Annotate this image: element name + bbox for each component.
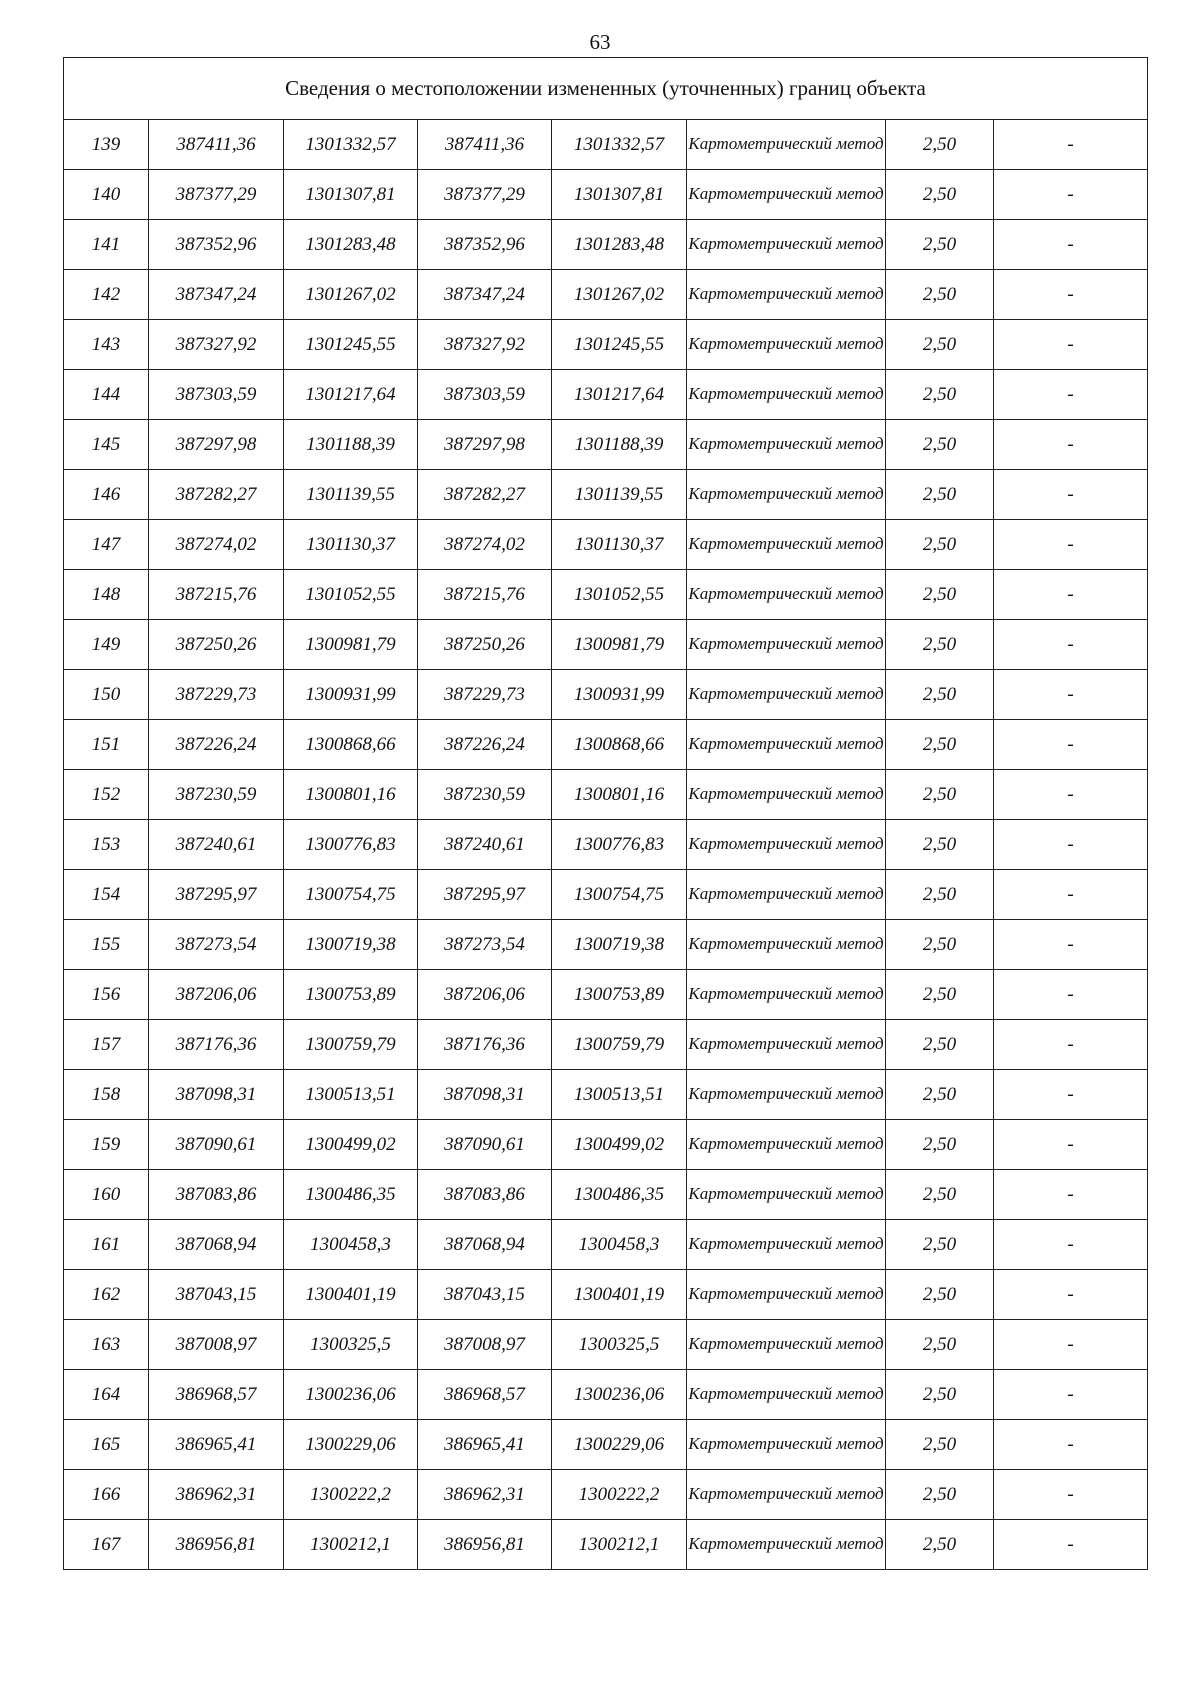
point-number-cell: 158 bbox=[64, 1070, 149, 1120]
method-cell: Картометрический метод bbox=[687, 1320, 886, 1370]
table-row bbox=[64, 1270, 1148, 1320]
method-cell: Картометрический метод bbox=[687, 320, 886, 370]
note-cell: - bbox=[994, 470, 1148, 520]
table-row bbox=[64, 1170, 1148, 1220]
refined-x-cell: 387377,29 bbox=[418, 170, 552, 220]
point-number-cell: 153 bbox=[64, 820, 149, 870]
accuracy-cell: 2,50 bbox=[886, 670, 994, 720]
refined-x-cell: 387282,27 bbox=[418, 470, 552, 520]
refined-x-cell: 387090,61 bbox=[418, 1120, 552, 1170]
existing-y-cell: 1300868,66 bbox=[284, 720, 418, 770]
note-cell: - bbox=[994, 370, 1148, 420]
method-cell: Картометрический метод bbox=[687, 1370, 886, 1420]
table-row bbox=[64, 570, 1148, 620]
method-cell: Картометрический метод bbox=[687, 120, 886, 170]
refined-y-cell: 1300486,35 bbox=[552, 1170, 687, 1220]
existing-x-cell: 387098,31 bbox=[149, 1070, 284, 1120]
existing-y-cell: 1301267,02 bbox=[284, 270, 418, 320]
accuracy-cell: 2,50 bbox=[886, 470, 994, 520]
existing-y-cell: 1300931,99 bbox=[284, 670, 418, 720]
existing-x-cell: 387327,92 bbox=[149, 320, 284, 370]
note-cell: - bbox=[994, 120, 1148, 170]
existing-y-cell: 1301307,81 bbox=[284, 170, 418, 220]
point-number-cell: 150 bbox=[64, 670, 149, 720]
table-row bbox=[64, 1520, 1148, 1570]
existing-x-cell: 387008,97 bbox=[149, 1320, 284, 1370]
existing-x-cell: 387250,26 bbox=[149, 620, 284, 670]
accuracy-cell: 2,50 bbox=[886, 1320, 994, 1370]
refined-x-cell: 387250,26 bbox=[418, 620, 552, 670]
method-cell: Картометрический метод bbox=[687, 1120, 886, 1170]
accuracy-cell: 2,50 bbox=[886, 1170, 994, 1220]
accuracy-cell: 2,50 bbox=[886, 870, 994, 920]
method-cell: Картометрический метод bbox=[687, 220, 886, 270]
refined-y-cell: 1300458,3 bbox=[552, 1220, 687, 1270]
point-number-cell: 144 bbox=[64, 370, 149, 420]
accuracy-cell: 2,50 bbox=[886, 770, 994, 820]
existing-y-cell: 1300325,5 bbox=[284, 1320, 418, 1370]
refined-x-cell: 386956,81 bbox=[418, 1520, 552, 1570]
refined-y-cell: 1301139,55 bbox=[552, 470, 687, 520]
existing-y-cell: 1300401,19 bbox=[284, 1270, 418, 1320]
table-row bbox=[64, 1420, 1148, 1470]
note-cell: - bbox=[994, 1220, 1148, 1270]
point-number-cell: 152 bbox=[64, 770, 149, 820]
boundary-coordinates-table bbox=[63, 57, 1148, 1570]
accuracy-cell: 2,50 bbox=[886, 1120, 994, 1170]
existing-x-cell: 387411,36 bbox=[149, 120, 284, 170]
point-number-cell: 154 bbox=[64, 870, 149, 920]
refined-x-cell: 387176,36 bbox=[418, 1020, 552, 1070]
accuracy-cell: 2,50 bbox=[886, 520, 994, 570]
existing-y-cell: 1300499,02 bbox=[284, 1120, 418, 1170]
point-number-cell: 159 bbox=[64, 1120, 149, 1170]
existing-x-cell: 387295,97 bbox=[149, 870, 284, 920]
accuracy-cell: 2,50 bbox=[886, 420, 994, 470]
refined-x-cell: 387411,36 bbox=[418, 120, 552, 170]
method-cell: Картометрический метод bbox=[687, 370, 886, 420]
existing-x-cell: 387206,06 bbox=[149, 970, 284, 1020]
accuracy-cell: 2,50 bbox=[886, 1070, 994, 1120]
note-cell: - bbox=[994, 870, 1148, 920]
refined-x-cell: 387327,92 bbox=[418, 320, 552, 370]
existing-x-cell: 386968,57 bbox=[149, 1370, 284, 1420]
note-cell: - bbox=[994, 770, 1148, 820]
method-cell: Картометрический метод bbox=[687, 1020, 886, 1070]
refined-y-cell: 1301283,48 bbox=[552, 220, 687, 270]
note-cell: - bbox=[994, 1370, 1148, 1420]
existing-y-cell: 1300222,2 bbox=[284, 1470, 418, 1520]
accuracy-cell: 2,50 bbox=[886, 820, 994, 870]
existing-y-cell: 1301139,55 bbox=[284, 470, 418, 520]
note-cell: - bbox=[994, 970, 1148, 1020]
refined-y-cell: 1300499,02 bbox=[552, 1120, 687, 1170]
note-cell: - bbox=[994, 1070, 1148, 1120]
page-number: 63 bbox=[589, 30, 611, 54]
refined-x-cell: 387008,97 bbox=[418, 1320, 552, 1370]
refined-y-cell: 1300513,51 bbox=[552, 1070, 687, 1120]
refined-x-cell: 387226,24 bbox=[418, 720, 552, 770]
accuracy-cell: 2,50 bbox=[886, 370, 994, 420]
refined-y-cell: 1301332,57 bbox=[552, 120, 687, 170]
existing-x-cell: 387176,36 bbox=[149, 1020, 284, 1070]
table-row bbox=[64, 1070, 1148, 1120]
table-row bbox=[64, 1020, 1148, 1070]
point-number-cell: 156 bbox=[64, 970, 149, 1020]
table-row bbox=[64, 770, 1148, 820]
note-cell: - bbox=[994, 1420, 1148, 1470]
table-row bbox=[64, 320, 1148, 370]
method-cell: Картометрический метод bbox=[687, 720, 886, 770]
table-row bbox=[64, 820, 1148, 870]
existing-x-cell: 387226,24 bbox=[149, 720, 284, 770]
existing-x-cell: 387273,54 bbox=[149, 920, 284, 970]
refined-x-cell: 387230,59 bbox=[418, 770, 552, 820]
note-cell: - bbox=[994, 270, 1148, 320]
method-cell: Картометрический метод bbox=[687, 1470, 886, 1520]
existing-x-cell: 387352,96 bbox=[149, 220, 284, 270]
point-number-cell: 139 bbox=[64, 120, 149, 170]
note-cell: - bbox=[994, 420, 1148, 470]
accuracy-cell: 2,50 bbox=[886, 1270, 994, 1320]
refined-y-cell: 1300236,06 bbox=[552, 1370, 687, 1420]
refined-y-cell: 1300229,06 bbox=[552, 1420, 687, 1470]
refined-x-cell: 387215,76 bbox=[418, 570, 552, 620]
existing-y-cell: 1301130,37 bbox=[284, 520, 418, 570]
accuracy-cell: 2,50 bbox=[886, 720, 994, 770]
accuracy-cell: 2,50 bbox=[886, 1020, 994, 1070]
refined-y-cell: 1301217,64 bbox=[552, 370, 687, 420]
note-cell: - bbox=[994, 920, 1148, 970]
refined-y-cell: 1301307,81 bbox=[552, 170, 687, 220]
refined-x-cell: 387303,59 bbox=[418, 370, 552, 420]
point-number-cell: 148 bbox=[64, 570, 149, 620]
method-cell: Картометрический метод bbox=[687, 170, 886, 220]
refined-x-cell: 387297,98 bbox=[418, 420, 552, 470]
refined-y-cell: 1301052,55 bbox=[552, 570, 687, 620]
existing-y-cell: 1300513,51 bbox=[284, 1070, 418, 1120]
table-row bbox=[64, 720, 1148, 770]
point-number-cell: 163 bbox=[64, 1320, 149, 1370]
point-number-cell: 142 bbox=[64, 270, 149, 320]
refined-x-cell: 387098,31 bbox=[418, 1070, 552, 1120]
point-number-cell: 155 bbox=[64, 920, 149, 970]
existing-x-cell: 387215,76 bbox=[149, 570, 284, 620]
refined-y-cell: 1301267,02 bbox=[552, 270, 687, 320]
existing-y-cell: 1301245,55 bbox=[284, 320, 418, 370]
point-number-cell: 166 bbox=[64, 1470, 149, 1520]
point-number-cell: 145 bbox=[64, 420, 149, 470]
existing-y-cell: 1300212,1 bbox=[284, 1520, 418, 1570]
table-row bbox=[64, 1220, 1148, 1270]
accuracy-cell: 2,50 bbox=[886, 220, 994, 270]
existing-y-cell: 1300719,38 bbox=[284, 920, 418, 970]
method-cell: Картометрический метод bbox=[687, 470, 886, 520]
existing-x-cell: 387297,98 bbox=[149, 420, 284, 470]
accuracy-cell: 2,50 bbox=[886, 270, 994, 320]
accuracy-cell: 2,50 bbox=[886, 1520, 994, 1570]
note-cell: - bbox=[994, 1120, 1148, 1170]
method-cell: Картометрический метод bbox=[687, 670, 886, 720]
refined-x-cell: 387347,24 bbox=[418, 270, 552, 320]
method-cell: Картометрический метод bbox=[687, 1220, 886, 1270]
accuracy-cell: 2,50 bbox=[886, 920, 994, 970]
refined-x-cell: 387068,94 bbox=[418, 1220, 552, 1270]
method-cell: Картометрический метод bbox=[687, 820, 886, 870]
existing-y-cell: 1300486,35 bbox=[284, 1170, 418, 1220]
existing-y-cell: 1300981,79 bbox=[284, 620, 418, 670]
refined-x-cell: 387043,15 bbox=[418, 1270, 552, 1320]
table-title: Сведения о местоположении измененных (уточненных) границ объекта bbox=[64, 58, 1148, 120]
existing-x-cell: 387068,94 bbox=[149, 1220, 284, 1270]
accuracy-cell: 2,50 bbox=[886, 970, 994, 1020]
table-row bbox=[64, 870, 1148, 920]
refined-y-cell: 1301245,55 bbox=[552, 320, 687, 370]
existing-x-cell: 387274,02 bbox=[149, 520, 284, 570]
table-row bbox=[64, 1370, 1148, 1420]
existing-y-cell: 1300776,83 bbox=[284, 820, 418, 870]
existing-y-cell: 1300229,06 bbox=[284, 1420, 418, 1470]
point-number-cell: 141 bbox=[64, 220, 149, 270]
existing-x-cell: 387083,86 bbox=[149, 1170, 284, 1220]
point-number-cell: 143 bbox=[64, 320, 149, 370]
accuracy-cell: 2,50 bbox=[886, 170, 994, 220]
method-cell: Картометрический метод bbox=[687, 870, 886, 920]
existing-x-cell: 387347,24 bbox=[149, 270, 284, 320]
refined-y-cell: 1301188,39 bbox=[552, 420, 687, 470]
refined-y-cell: 1300759,79 bbox=[552, 1020, 687, 1070]
table-title-row bbox=[64, 58, 1148, 120]
accuracy-cell: 2,50 bbox=[886, 1220, 994, 1270]
note-cell: - bbox=[994, 1020, 1148, 1070]
accuracy-cell: 2,50 bbox=[886, 1370, 994, 1420]
method-cell: Картометрический метод bbox=[687, 1420, 886, 1470]
note-cell: - bbox=[994, 1270, 1148, 1320]
accuracy-cell: 2,50 bbox=[886, 620, 994, 670]
method-cell: Картометрический метод bbox=[687, 570, 886, 620]
table-row bbox=[64, 120, 1148, 170]
refined-x-cell: 387083,86 bbox=[418, 1170, 552, 1220]
refined-x-cell: 387352,96 bbox=[418, 220, 552, 270]
refined-y-cell: 1301130,37 bbox=[552, 520, 687, 570]
table-row bbox=[64, 520, 1148, 570]
note-cell: - bbox=[994, 620, 1148, 670]
refined-x-cell: 387240,61 bbox=[418, 820, 552, 870]
existing-x-cell: 387043,15 bbox=[149, 1270, 284, 1320]
point-number-cell: 160 bbox=[64, 1170, 149, 1220]
existing-y-cell: 1301283,48 bbox=[284, 220, 418, 270]
table-row bbox=[64, 1120, 1148, 1170]
existing-y-cell: 1301052,55 bbox=[284, 570, 418, 620]
accuracy-cell: 2,50 bbox=[886, 320, 994, 370]
note-cell: - bbox=[994, 520, 1148, 570]
table-row bbox=[64, 420, 1148, 470]
table-row bbox=[64, 170, 1148, 220]
note-cell: - bbox=[994, 1520, 1148, 1570]
refined-y-cell: 1300719,38 bbox=[552, 920, 687, 970]
existing-x-cell: 387229,73 bbox=[149, 670, 284, 720]
existing-y-cell: 1300753,89 bbox=[284, 970, 418, 1020]
existing-x-cell: 387377,29 bbox=[149, 170, 284, 220]
refined-x-cell: 387274,02 bbox=[418, 520, 552, 570]
table-row bbox=[64, 270, 1148, 320]
existing-x-cell: 387230,59 bbox=[149, 770, 284, 820]
table-row bbox=[64, 220, 1148, 270]
note-cell: - bbox=[994, 670, 1148, 720]
existing-x-cell: 387090,61 bbox=[149, 1120, 284, 1170]
accuracy-cell: 2,50 bbox=[886, 120, 994, 170]
existing-y-cell: 1301332,57 bbox=[284, 120, 418, 170]
refined-x-cell: 386968,57 bbox=[418, 1370, 552, 1420]
refined-x-cell: 387295,97 bbox=[418, 870, 552, 920]
existing-x-cell: 386962,31 bbox=[149, 1470, 284, 1520]
existing-x-cell: 386956,81 bbox=[149, 1520, 284, 1570]
method-cell: Картометрический метод bbox=[687, 420, 886, 470]
existing-y-cell: 1300759,79 bbox=[284, 1020, 418, 1070]
refined-x-cell: 387229,73 bbox=[418, 670, 552, 720]
existing-x-cell: 387240,61 bbox=[149, 820, 284, 870]
existing-y-cell: 1300458,3 bbox=[284, 1220, 418, 1270]
existing-y-cell: 1300236,06 bbox=[284, 1370, 418, 1420]
accuracy-cell: 2,50 bbox=[886, 1470, 994, 1520]
refined-y-cell: 1300325,5 bbox=[552, 1320, 687, 1370]
point-number-cell: 162 bbox=[64, 1270, 149, 1320]
note-cell: - bbox=[994, 1170, 1148, 1220]
refined-y-cell: 1300212,1 bbox=[552, 1520, 687, 1570]
refined-y-cell: 1300401,19 bbox=[552, 1270, 687, 1320]
point-number-cell: 146 bbox=[64, 470, 149, 520]
point-number-cell: 157 bbox=[64, 1020, 149, 1070]
existing-x-cell: 387303,59 bbox=[149, 370, 284, 420]
refined-y-cell: 1300931,99 bbox=[552, 670, 687, 720]
method-cell: Картометрический метод bbox=[687, 770, 886, 820]
refined-x-cell: 386962,31 bbox=[418, 1470, 552, 1520]
point-number-cell: 149 bbox=[64, 620, 149, 670]
refined-y-cell: 1300776,83 bbox=[552, 820, 687, 870]
point-number-cell: 147 bbox=[64, 520, 149, 570]
accuracy-cell: 2,50 bbox=[886, 1420, 994, 1470]
existing-y-cell: 1300801,16 bbox=[284, 770, 418, 820]
method-cell: Картометрический метод bbox=[687, 1170, 886, 1220]
table-row bbox=[64, 1470, 1148, 1520]
note-cell: - bbox=[994, 720, 1148, 770]
note-cell: - bbox=[994, 320, 1148, 370]
note-cell: - bbox=[994, 1470, 1148, 1520]
point-number-cell: 140 bbox=[64, 170, 149, 220]
refined-y-cell: 1300981,79 bbox=[552, 620, 687, 670]
table-row bbox=[64, 1320, 1148, 1370]
method-cell: Картометрический метод bbox=[687, 1070, 886, 1120]
method-cell: Картометрический метод bbox=[687, 270, 886, 320]
refined-y-cell: 1300222,2 bbox=[552, 1470, 687, 1520]
refined-x-cell: 386965,41 bbox=[418, 1420, 552, 1470]
refined-x-cell: 387206,06 bbox=[418, 970, 552, 1020]
table-row bbox=[64, 470, 1148, 520]
method-cell: Картометрический метод bbox=[687, 920, 886, 970]
existing-x-cell: 386965,41 bbox=[149, 1420, 284, 1470]
point-number-cell: 167 bbox=[64, 1520, 149, 1570]
note-cell: - bbox=[994, 820, 1148, 870]
table-row bbox=[64, 920, 1148, 970]
table-row bbox=[64, 970, 1148, 1020]
existing-y-cell: 1300754,75 bbox=[284, 870, 418, 920]
existing-y-cell: 1301217,64 bbox=[284, 370, 418, 420]
table-row bbox=[64, 670, 1148, 720]
table-row bbox=[64, 370, 1148, 420]
point-number-cell: 161 bbox=[64, 1220, 149, 1270]
refined-y-cell: 1300753,89 bbox=[552, 970, 687, 1020]
point-number-cell: 165 bbox=[64, 1420, 149, 1470]
existing-x-cell: 387282,27 bbox=[149, 470, 284, 520]
note-cell: - bbox=[994, 1320, 1148, 1370]
note-cell: - bbox=[994, 570, 1148, 620]
table-row bbox=[64, 620, 1148, 670]
note-cell: - bbox=[994, 220, 1148, 270]
method-cell: Картометрический метод bbox=[687, 970, 886, 1020]
refined-y-cell: 1300801,16 bbox=[552, 770, 687, 820]
note-cell: - bbox=[994, 170, 1148, 220]
method-cell: Картометрический метод bbox=[687, 620, 886, 670]
table-body bbox=[64, 58, 1148, 1570]
point-number-cell: 164 bbox=[64, 1370, 149, 1420]
refined-y-cell: 1300868,66 bbox=[552, 720, 687, 770]
accuracy-cell: 2,50 bbox=[886, 570, 994, 620]
method-cell: Картометрический метод bbox=[687, 1270, 886, 1320]
method-cell: Картометрический метод bbox=[687, 1520, 886, 1570]
existing-y-cell: 1301188,39 bbox=[284, 420, 418, 470]
method-cell: Картометрический метод bbox=[687, 520, 886, 570]
refined-y-cell: 1300754,75 bbox=[552, 870, 687, 920]
refined-x-cell: 387273,54 bbox=[418, 920, 552, 970]
point-number-cell: 151 bbox=[64, 720, 149, 770]
